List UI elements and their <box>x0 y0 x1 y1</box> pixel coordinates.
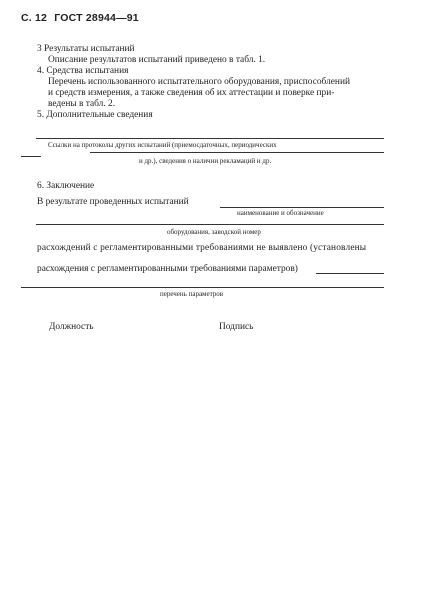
caption-parameters: перечень параметров <box>160 290 224 298</box>
section-4-line-2: и средств измерения, а также сведения об их аттестации и поверке при- <box>48 88 335 98</box>
reference-caption-1: Ссылки на протоколы других испытаний (приемосдаточных, периодических <box>48 141 277 149</box>
caption-name-designation: наименование и обозначение <box>237 209 324 217</box>
result-blank-line <box>220 207 384 208</box>
params-blank-line <box>21 287 384 288</box>
section-4-line-1: Перечень использованного испытательного оборудования, приспособлений <box>48 77 350 87</box>
section-5-title: 5. Дополнительные сведения <box>37 110 153 120</box>
discrepancy-line-a <box>37 243 384 253</box>
params-inline-blank-line <box>316 273 384 274</box>
equipment-blank-line <box>36 224 384 225</box>
section-6-result-text: В результате проведенных испытаний <box>37 197 189 207</box>
reference-blank-line-1 <box>36 138 384 139</box>
discrepancy-text-a: расхождений с регламентированными требованиями не выявлено (установлены <box>37 243 367 253</box>
reference-caption-2: и др.), сведения о наличии рекламаций и др. <box>139 157 272 165</box>
page-header <box>21 12 139 24</box>
signature-label: Подпись <box>219 322 254 332</box>
section-3-text: Описание результатов испытаний приведено в табл. 1. <box>48 55 266 65</box>
section-6-title: 6. Заключение <box>37 181 95 191</box>
position-label: Должность <box>49 322 94 332</box>
standard-code: ГОСТ 28944—91 <box>54 12 139 24</box>
reference-blank-line-2b <box>90 152 384 153</box>
caption-equipment: оборудования, заводской номер <box>167 228 261 236</box>
section-4-title: 4. Средства испытания <box>37 66 129 76</box>
reference-blank-line-2a <box>21 156 41 157</box>
section-4-line-3: ведены в табл. 2. <box>48 99 116 109</box>
page-number: С. 12 <box>21 12 48 24</box>
section-3-title: 3 Результаты испытаний <box>37 44 135 54</box>
discrepancy-text-b: расхождения с регламентированными требованиями параметров) <box>37 264 298 274</box>
